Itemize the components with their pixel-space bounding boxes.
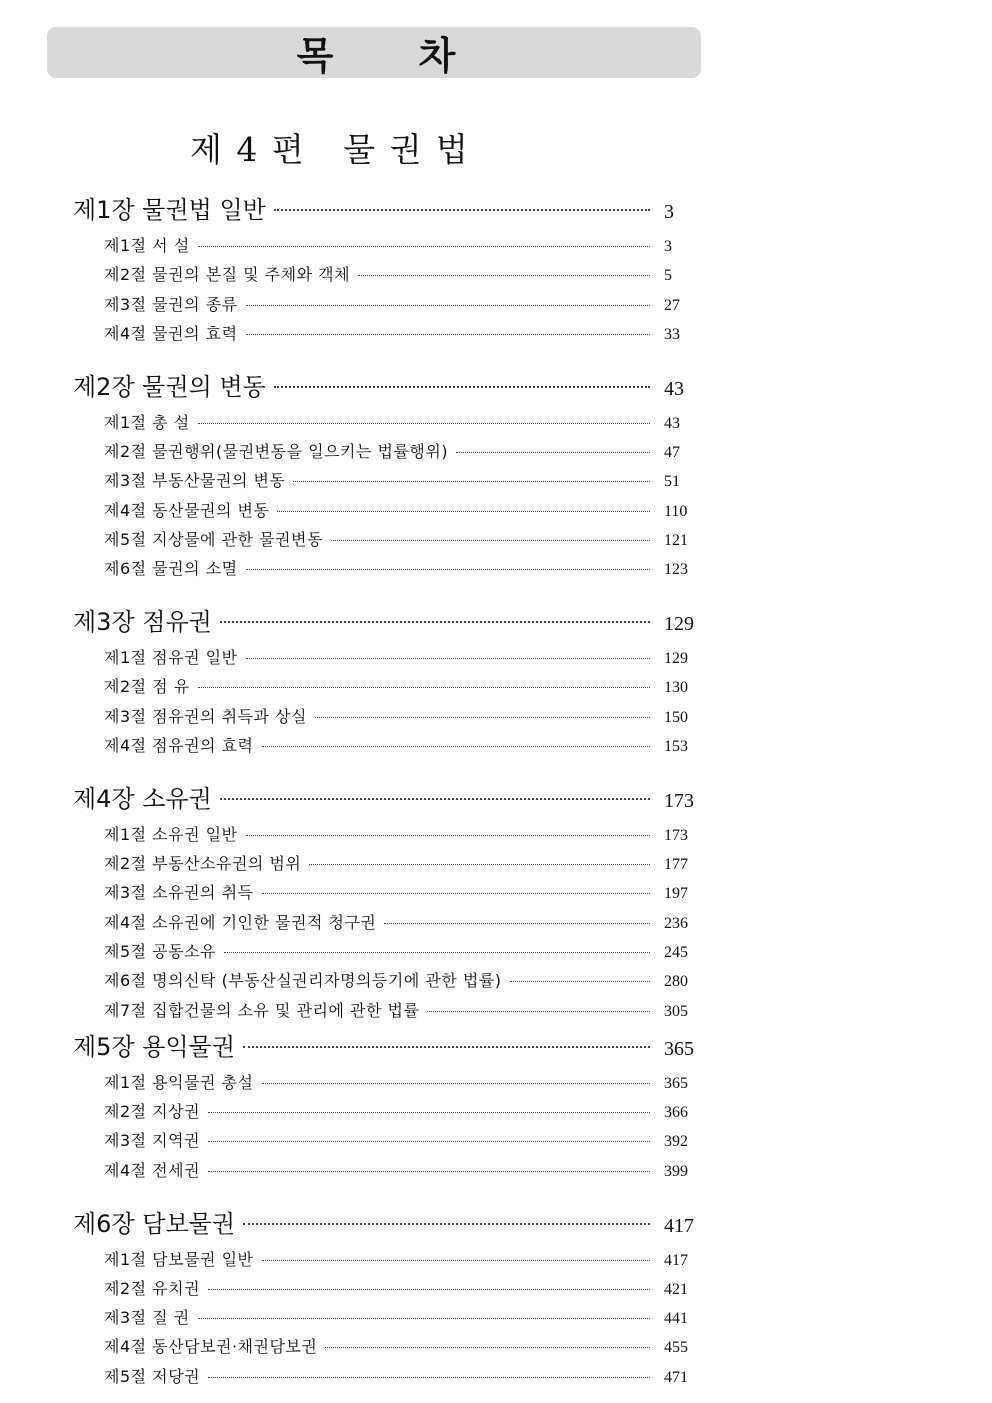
- section-label: 제1절 용익물권 총설: [104, 1073, 254, 1092]
- section-label: 제3절 점유권의 취득과 상실: [104, 707, 307, 726]
- leader-dots: [246, 835, 650, 836]
- section-row[interactable]: [104, 498, 694, 521]
- leader-dots: [262, 1083, 651, 1084]
- section-page: 305: [664, 1003, 688, 1020]
- section-row[interactable]: [104, 233, 694, 256]
- leader-dots: [384, 923, 650, 924]
- section-page: 33: [664, 326, 680, 343]
- section-label: 제6절 물권의 소멸: [104, 559, 238, 578]
- section-page: 3: [664, 238, 672, 255]
- chapter-row[interactable]: [73, 1027, 694, 1062]
- section-label: 제3절 소유권의 취득: [104, 883, 254, 902]
- section-row[interactable]: [104, 321, 694, 344]
- section-page: 27: [664, 297, 680, 314]
- chapter-page: 417: [664, 1215, 694, 1237]
- section-page: 51: [664, 473, 680, 490]
- section-label: 제3절 부동산물권의 변동: [104, 471, 286, 490]
- section-row[interactable]: [104, 556, 694, 579]
- leader-dots: [243, 1046, 650, 1048]
- section-label: 제1절 소유권 일반: [104, 825, 238, 844]
- section-label: 제4절 소유권에 기인한 물권적 청구권: [104, 913, 377, 932]
- chapter-label: 제5장 용익물권: [73, 1033, 236, 1061]
- section-page: 471: [664, 1369, 688, 1386]
- chapter-page: 43: [664, 378, 684, 400]
- leader-dots: [274, 386, 650, 388]
- leader-dots: [427, 1011, 650, 1012]
- chapter-label: 제4장 소유권: [73, 785, 212, 813]
- section-page: 280: [664, 973, 688, 990]
- leader-dots: [208, 1289, 650, 1290]
- section-row[interactable]: [104, 1334, 694, 1357]
- leader-dots: [262, 1260, 651, 1261]
- section-label: 제1절 총 설: [104, 413, 190, 432]
- section-page: 173: [664, 827, 688, 844]
- leader-dots: [224, 952, 650, 953]
- section-row[interactable]: [104, 1128, 694, 1151]
- section-label: 제2절 점 유: [104, 677, 190, 696]
- leader-dots: [309, 864, 650, 865]
- section-label: 제4절 동산담보권·채권담보권: [104, 1337, 318, 1356]
- chapter-page: 173: [664, 790, 694, 812]
- section-label: 제2절 유치권: [104, 1279, 201, 1298]
- section-row[interactable]: [104, 410, 694, 433]
- chapter-page: 129: [664, 613, 694, 635]
- section-row[interactable]: [104, 910, 694, 933]
- leader-dots: [262, 893, 651, 894]
- section-label: 제2절 물권행위(물권변동을 일으키는 법률행위): [104, 442, 449, 461]
- leader-dots: [243, 1223, 650, 1225]
- section-page: 110: [664, 503, 688, 520]
- section-label: 제3절 질 권: [104, 1308, 190, 1327]
- section-row[interactable]: [104, 468, 694, 491]
- section-label: 제7절 집합건물의 소유 및 관리에 관한 법률: [104, 1001, 420, 1020]
- section-label: 제4절 전세권: [104, 1161, 201, 1180]
- section-row[interactable]: [104, 998, 694, 1021]
- leader-dots: [246, 658, 650, 659]
- leader-dots: [293, 481, 650, 482]
- section-row[interactable]: [104, 822, 694, 845]
- leader-dots: [274, 209, 650, 211]
- chapter-label: 제6장 담보물권: [73, 1210, 236, 1238]
- section-label: 제3절 지역권: [104, 1131, 201, 1150]
- section-page: 150: [664, 709, 688, 726]
- section-label: 제4절 점유권의 효력: [104, 736, 254, 755]
- leader-dots: [220, 621, 650, 623]
- section-page: 153: [664, 738, 688, 755]
- section-row[interactable]: [104, 880, 694, 903]
- chapter-row[interactable]: [73, 1204, 694, 1239]
- section-row[interactable]: [104, 439, 694, 462]
- leader-dots: [208, 1377, 650, 1378]
- section-label: 제2절 부동산소유권의 범위: [104, 854, 302, 873]
- section-row[interactable]: [104, 1099, 694, 1122]
- section-row[interactable]: [104, 674, 694, 697]
- section-label: 제5절 공동소유: [104, 942, 217, 961]
- section-page: 177: [664, 856, 688, 873]
- leader-dots: [208, 1171, 650, 1172]
- leader-dots: [315, 717, 650, 718]
- section-page: 123: [664, 561, 688, 578]
- section-row[interactable]: [104, 1305, 694, 1328]
- section-page: 47: [664, 444, 680, 461]
- section-page: 121: [664, 532, 688, 549]
- leader-dots: [325, 1347, 650, 1348]
- leader-dots: [246, 305, 650, 306]
- leader-dots: [198, 246, 650, 247]
- section-row[interactable]: [104, 645, 694, 668]
- section-label: 제5절 지상물에 관한 물권변동: [104, 530, 323, 549]
- section-page: 236: [664, 915, 688, 932]
- toc-title: 목 차: [296, 34, 492, 78]
- chapter-row[interactable]: [73, 190, 694, 225]
- section-page: 365: [664, 1075, 688, 1092]
- leader-dots: [198, 1318, 650, 1319]
- section-page: 43: [664, 415, 680, 432]
- section-row[interactable]: [104, 262, 694, 285]
- section-page: 421: [664, 1281, 688, 1298]
- section-row[interactable]: [104, 733, 694, 756]
- section-label: 제3절 물권의 종류: [104, 295, 238, 314]
- chapter-page: 365: [664, 1038, 694, 1060]
- section-row[interactable]: [104, 1247, 694, 1270]
- leader-dots: [277, 511, 650, 512]
- section-label: 제1절 담보물권 일반: [104, 1250, 254, 1269]
- section-page: 129: [664, 650, 688, 667]
- section-page: 417: [664, 1252, 688, 1269]
- section-page: 392: [664, 1133, 688, 1150]
- section-page: 197: [664, 885, 688, 902]
- leader-dots: [208, 1141, 650, 1142]
- leader-dots: [456, 452, 650, 453]
- section-row[interactable]: [104, 292, 694, 315]
- leader-dots: [198, 687, 650, 688]
- section-page: 130: [664, 679, 688, 696]
- section-row[interactable]: [104, 968, 694, 991]
- section-page: 455: [664, 1339, 688, 1356]
- section-page: 366: [664, 1104, 688, 1121]
- leader-dots: [220, 798, 650, 800]
- section-row[interactable]: [104, 527, 694, 550]
- section-label: 제1절 서 설: [104, 236, 190, 255]
- leader-dots: [246, 569, 650, 570]
- section-row[interactable]: [104, 1364, 694, 1387]
- leader-dots: [262, 746, 651, 747]
- section-row[interactable]: [104, 939, 694, 962]
- leader-dots: [208, 1112, 650, 1113]
- chapter-label: 제3장 점유권: [73, 608, 212, 636]
- section-label: 제4절 동산물권의 변동: [104, 501, 270, 520]
- chapter-label: 제1장 물권법 일반: [73, 196, 266, 224]
- section-label: 제4절 물권의 효력: [104, 324, 238, 343]
- part-title: 제 4 편 물 권 법: [190, 130, 470, 169]
- chapter-page: 3: [664, 201, 674, 223]
- section-row[interactable]: [104, 1070, 694, 1093]
- section-row[interactable]: [104, 1276, 694, 1299]
- section-row[interactable]: [104, 704, 694, 727]
- leader-dots: [198, 423, 650, 424]
- chapter-row[interactable]: [73, 602, 694, 637]
- section-label: 제2절 물권의 본질 및 주체와 객체: [104, 265, 351, 284]
- leader-dots: [246, 334, 650, 335]
- section-label: 제6절 명의신탁 (부동산실권리자명의등기에 관한 법률): [104, 971, 502, 990]
- leader-dots: [510, 981, 650, 982]
- section-page: 5: [664, 267, 672, 284]
- section-row[interactable]: [104, 851, 694, 874]
- leader-dots: [331, 540, 650, 541]
- section-row[interactable]: [104, 1158, 694, 1181]
- section-label: 제5절 저당권: [104, 1367, 201, 1386]
- section-page: 441: [664, 1310, 688, 1327]
- section-page: 399: [664, 1163, 688, 1180]
- chapter-row[interactable]: [73, 779, 694, 814]
- section-label: 제2절 지상권: [104, 1102, 201, 1121]
- section-page: 245: [664, 944, 688, 961]
- section-label: 제1절 점유권 일반: [104, 648, 238, 667]
- chapter-label: 제2장 물권의 변동: [73, 373, 266, 401]
- chapter-row[interactable]: [73, 367, 694, 402]
- leader-dots: [358, 275, 650, 276]
